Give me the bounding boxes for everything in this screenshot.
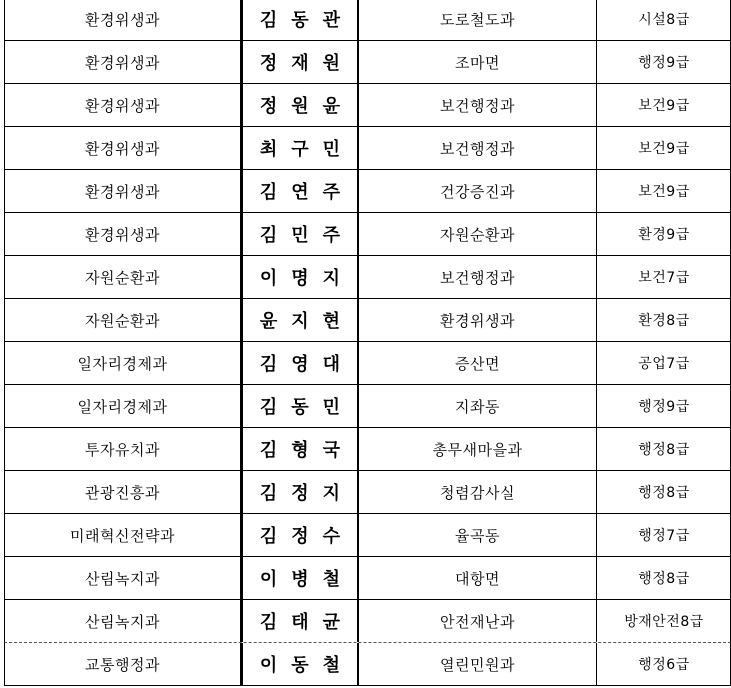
name-cell: 이명지	[241, 256, 359, 298]
grade-cell: 방재안전8급	[624, 614, 704, 630]
new-dept-cell: 자원순환과	[359, 213, 597, 255]
new-dept-cell: 지좌동	[359, 385, 597, 427]
dept-cell: 자원순환과	[5, 299, 241, 341]
name-cell: 김정지	[241, 471, 359, 513]
table-row	[4, 342, 731, 385]
dept-cell: 환경위생과	[5, 127, 241, 169]
grade-cell: 환경9급	[638, 227, 690, 243]
name-cell: 김동민	[241, 385, 359, 427]
table-row	[4, 84, 731, 127]
grade-cell: 행정9급	[638, 55, 690, 71]
new-dept-cell: 율곡동	[359, 514, 597, 556]
table-row	[4, 385, 731, 428]
dept-cell: 환경위생과	[5, 170, 241, 212]
name-cell: 정원윤	[241, 84, 359, 126]
dept-cell: 일자리경제과	[5, 342, 241, 384]
table-row	[4, 0, 731, 41]
name-cell: 최구민	[241, 127, 359, 169]
grade-cell: 환경8급	[638, 313, 690, 329]
dept-cell: 환경위생과	[5, 0, 241, 40]
dept-cell: 미래혁신전략과	[5, 514, 241, 556]
new-dept-cell: 총무새마을과	[359, 428, 597, 470]
grade-cell: 행정6급	[638, 657, 690, 673]
table-row	[4, 557, 731, 600]
dept-cell: 산림녹지과	[5, 600, 241, 642]
grade-cell: 행정8급	[638, 485, 690, 501]
table-row	[4, 600, 731, 643]
dept-cell: 자원순환과	[5, 256, 241, 298]
dept-cell: 산림녹지과	[5, 557, 241, 599]
table-row	[4, 514, 731, 557]
name-cell: 김동관	[241, 0, 359, 40]
dept-cell: 관광진흥과	[5, 471, 241, 513]
grade-cell: 행정8급	[638, 571, 690, 587]
table-row	[4, 213, 731, 256]
grade-cell: 행정7급	[638, 528, 690, 544]
grade-cell: 시설8급	[638, 12, 690, 28]
name-cell: 김연주	[241, 170, 359, 212]
new-dept-cell: 조마면	[359, 41, 597, 83]
name-cell: 이동철	[241, 643, 359, 685]
grade-cell: 보건9급	[638, 141, 690, 157]
name-cell: 정재원	[241, 41, 359, 83]
table-row	[4, 41, 731, 84]
name-cell: 김형국	[241, 428, 359, 470]
grade-cell: 행정8급	[638, 442, 690, 458]
new-dept-cell: 건강증진과	[359, 170, 597, 212]
dept-cell: 환경위생과	[5, 84, 241, 126]
new-dept-cell: 도로철도과	[359, 0, 597, 40]
new-dept-cell: 증산면	[359, 342, 597, 384]
name-cell: 이병철	[241, 557, 359, 599]
dept-cell: 일자리경제과	[5, 385, 241, 427]
grade-cell: 행정9급	[638, 399, 690, 415]
grade-cell: 보건9급	[638, 184, 690, 200]
new-dept-cell: 환경위생과	[359, 299, 597, 341]
new-dept-cell: 대항면	[359, 557, 597, 599]
new-dept-cell: 안전재난과	[359, 600, 597, 642]
name-cell: 김민주	[241, 213, 359, 255]
table-row	[4, 256, 731, 299]
table-row	[4, 471, 731, 514]
name-cell: 김태균	[241, 600, 359, 642]
table-row	[4, 643, 731, 686]
new-dept-cell: 보건행정과	[359, 127, 597, 169]
table-row	[4, 299, 731, 342]
table-row	[4, 127, 731, 170]
dept-cell: 환경위생과	[5, 41, 241, 83]
grade-cell: 공업7급	[638, 356, 690, 372]
dept-cell: 환경위생과	[5, 213, 241, 255]
name-cell: 김정수	[241, 514, 359, 556]
dept-cell: 투자유치과	[5, 428, 241, 470]
name-cell: 김영대	[241, 342, 359, 384]
new-dept-cell: 보건행정과	[359, 84, 597, 126]
new-dept-cell: 열린민원과	[359, 643, 597, 685]
table-row	[4, 170, 731, 213]
new-dept-cell: 보건행정과	[359, 256, 597, 298]
table-row	[4, 428, 731, 471]
dept-cell: 교통행정과	[5, 643, 241, 685]
new-dept-cell: 청렴감사실	[359, 471, 597, 513]
name-cell: 윤지현	[241, 299, 359, 341]
grade-cell: 보건7급	[638, 270, 690, 286]
grade-cell: 보건9급	[638, 98, 690, 114]
